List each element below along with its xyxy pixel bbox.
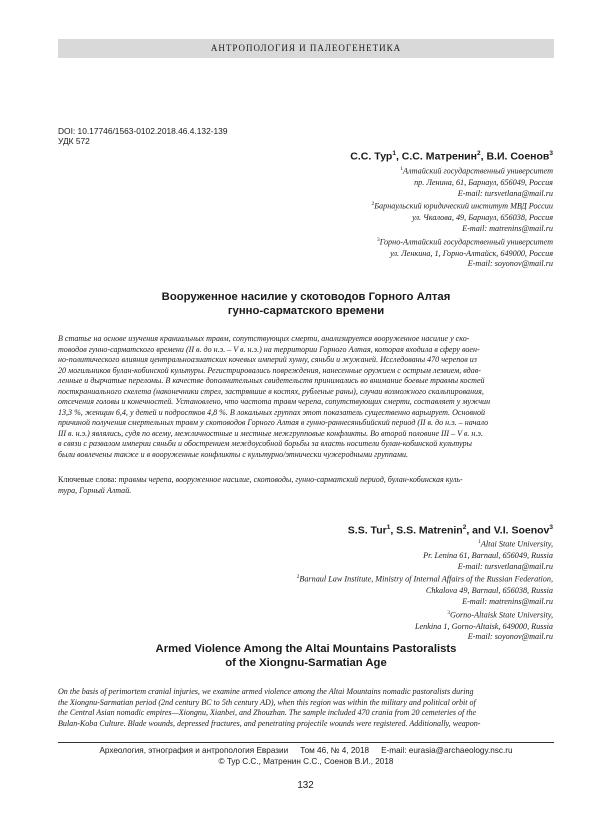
en-affiliations — [297, 537, 553, 643]
footer-journal-line — [58, 746, 554, 757]
affiliation-line — [297, 572, 553, 586]
affiliation-text: пр. Ленина, 61, Барнаул, 656049, Россия — [414, 177, 553, 187]
affiliation-line — [371, 199, 553, 213]
author-affil-index: 2 — [462, 524, 467, 531]
author-affil-index: 2 — [476, 150, 481, 157]
author-separator: , — [395, 150, 402, 163]
author-name: С.С. Тур — [350, 150, 393, 163]
ru-article-title — [58, 290, 554, 318]
footer-divider — [58, 742, 554, 743]
abstract-line: Bulan-Koba Culture. Blade wounds, depressed fractures, and penetrating projectile wounds were registered. Additionally, weapon- — [58, 718, 481, 728]
ru-abstract — [58, 334, 554, 461]
author-separator: , and — [466, 524, 494, 537]
affiliation-text: Altai State University, — [480, 539, 553, 549]
author-email[interactable]: E-mail: tursvetlana@mail.ru — [457, 188, 553, 198]
author-name: В.И. Соенов — [486, 150, 550, 163]
abstract-line: 20 могильников булан-кобинской культуры. Регистрировались повреждения, нанесенные оружием с острым лезвием, вдав- — [58, 365, 481, 375]
footer-journal: Археология, этнография и антропология Евразии — [99, 746, 289, 755]
affiliation-text: Barnaul Law Institute, Ministry of Internal Affairs of the Russian Federation, — [299, 575, 553, 585]
affiliation-text: Chkalova 49, Barnaul, 656038, Russia — [425, 586, 553, 596]
ru-title-line: Вооруженное насилие у скотоводов Горного Алтая — [161, 291, 451, 303]
affiliation-text: ул. Ленкина, 1, Горно-Алтайск, 649000, Россия — [390, 248, 553, 258]
abstract-line: В статье на основе изучения краниальных травм, сопутствующих смерти, анализируется вооруженное насилие у ско- — [58, 334, 470, 343]
affiliation-line — [371, 235, 553, 249]
author-email[interactable]: E-mail: soyonov@mail.ru — [467, 259, 553, 269]
en-authors — [348, 524, 553, 537]
author-name: S.S. Tur — [347, 524, 387, 537]
author-email[interactable]: E-mail: matrenins@mail.ru — [462, 224, 553, 233]
affiliation-line — [297, 586, 553, 597]
author-name: V.I. Soenov — [493, 524, 550, 537]
author-affil-index: 1 — [386, 524, 391, 531]
author-name: S.S. Matrenin — [396, 524, 463, 537]
author-affil-index: 3 — [549, 524, 553, 531]
footer-email[interactable]: E-mail: eurasia@archaeology.nsc.ru — [381, 746, 513, 755]
affiliation-index: 3 — [447, 609, 450, 616]
section-header: АНТРОПОЛОГИЯ И ПАЛЕОГЕНЕТИКА — [58, 39, 554, 58]
abstract-line: the Xiongnu-Sarmatian period (2nd century BC to 5th century AD), when this region was within the military and political orbit of — [58, 697, 476, 707]
udk-line: УДК 572 — [58, 136, 90, 146]
abstract-line: в связи с развалом империи сяньби и обострением междоусобной борьбы за власть носители булан-кобинской культуры — [58, 439, 472, 449]
affiliation-index: 2 — [296, 574, 300, 581]
abstract-line: товодов гунно-сарматского времени (II в. до н.э. – V в. н.э.) на территории Горного Алтая, которая входила в сферу воен- — [58, 344, 480, 354]
abstract-line: ленные и дырчатые переломы. В качестве дополнительных свидетельств принимались во внимание боевые травмы костей — [58, 376, 485, 386]
en-title-line: Armed Violence Among the Altai Mountains Pastoralists — [155, 643, 457, 655]
author-email[interactable]: E-mail: tursvetlana@mail.ru — [457, 561, 553, 571]
affiliation-line — [371, 213, 553, 224]
affiliation-line — [371, 224, 553, 235]
doi-line[interactable]: DOI: 10.17746/1563-0102.2018.46.4.132-139 — [58, 126, 228, 136]
keywords-text: травмы черепа, вооруженное насилие, скотоводы, гунно-сарматский период, булан-кобинская куль- — [118, 475, 463, 484]
en-abstract — [58, 687, 554, 729]
affiliation-line — [371, 178, 553, 189]
page-number: 132 — [297, 780, 314, 791]
affiliation-text: Барнаульский юридический институт МВД России — [374, 202, 553, 212]
abstract-line: посткраниального скелета (наконечники стрел, застрявшие в костях, рубленые раны), случаи возможного скальпирования, — [58, 386, 484, 396]
affiliation-line — [371, 189, 553, 200]
affiliation-line — [371, 259, 553, 270]
keywords-label: Ключевые слова: — [58, 475, 119, 484]
abstract-line: отсечения головы и конечностей. Установлено, что частота травм черепа, сопутствующих смерти, составляет у мужчин — [58, 397, 491, 407]
affiliation-line — [297, 537, 553, 551]
author-affil-index: 3 — [549, 150, 553, 157]
en-title-line: of the Xiongnu-Sarmatian Age — [225, 657, 387, 669]
affiliation-text: Gorno-Altaisk State University, — [449, 610, 553, 620]
affiliation-line — [297, 562, 553, 573]
affiliation-text: ул. Чкалова, 49, Барнаул, 656038, Россия — [412, 213, 553, 223]
affiliation-index: 1 — [478, 539, 481, 545]
keywords-text-cont: тура, Горный Алтай. — [58, 485, 132, 495]
author-email[interactable]: E-mail: matrenins@mail.ru — [462, 597, 553, 606]
footer-copyright: © Тур С.С., Матренин С.С., Соенов В.И., 2018 — [218, 757, 394, 766]
affiliation-line — [297, 551, 553, 562]
affiliation-line — [371, 249, 553, 260]
abstract-line: On the basis of perimortem cranial injuries, we examine armed violence among the Altai Mountains nomadic pastoralists during — [58, 687, 474, 696]
abstract-line: но-политического влияния центральноазиатских кочевых империй хунну, сяньби и жужаней. Исследованы 470 черепов из — [58, 355, 477, 365]
affiliation-text: Алтайский государственный университет — [403, 166, 553, 176]
abstract-line: III в. н.э.) являлись, судя по всему, межличностные и местные межгрупповые конфликты. Во второй половине III – V в. н.э. — [58, 428, 483, 438]
ru-authors — [350, 150, 553, 163]
author-affil-index: 1 — [392, 150, 396, 157]
affiliation-text: Горно-Алтайский государственный университет — [379, 237, 553, 247]
ru-keywords — [58, 475, 554, 496]
affiliation-line — [371, 164, 553, 178]
affiliation-index: 2 — [371, 201, 375, 208]
author-separator: , — [390, 524, 397, 537]
affiliation-index: 1 — [400, 166, 404, 172]
affiliation-text: Lenkina 1, Gorno-Altaisk, 649000, Russia — [414, 621, 553, 631]
affiliation-text: Pr. Lenina 61, Barnaul, 656049, Russia — [423, 550, 553, 560]
abstract-line: the Central Asian nomadic empires—Xiongnu, Xianbei, and Zhouzhan. The sample included 470 crania from 20 cemeteries of the — [58, 708, 477, 718]
ru-title-line: гунно-сарматского времени — [227, 305, 385, 317]
author-email[interactable]: E-mail: soyonov@mail.ru — [467, 632, 553, 642]
abstract-line: были вовлечены также и в вооруженные конфликты с культурно/этнически чужеродными группами. — [58, 450, 409, 460]
en-article-title — [58, 642, 554, 670]
affiliation-index: 3 — [376, 236, 380, 243]
abstract-line: 13,3 %, женщин 6,4, у детей и подростков 4,8 %. В локальных группах этот показатель существенно варьирует. Основной — [58, 407, 486, 417]
affiliation-line — [297, 597, 553, 608]
footer-volume: Том 46, № 4, 2018 — [300, 746, 370, 755]
abstract-line: причиной получения смертельных травм у скотоводов Горного Алтая в гунно-раннесяньбийский период (II в. до н.э. – начало — [58, 418, 489, 428]
ru-affiliations — [371, 164, 553, 270]
affiliation-line — [297, 608, 553, 622]
author-name: С.С. Матренин — [401, 150, 477, 163]
author-separator: , — [480, 150, 487, 163]
affiliation-line — [297, 622, 553, 633]
